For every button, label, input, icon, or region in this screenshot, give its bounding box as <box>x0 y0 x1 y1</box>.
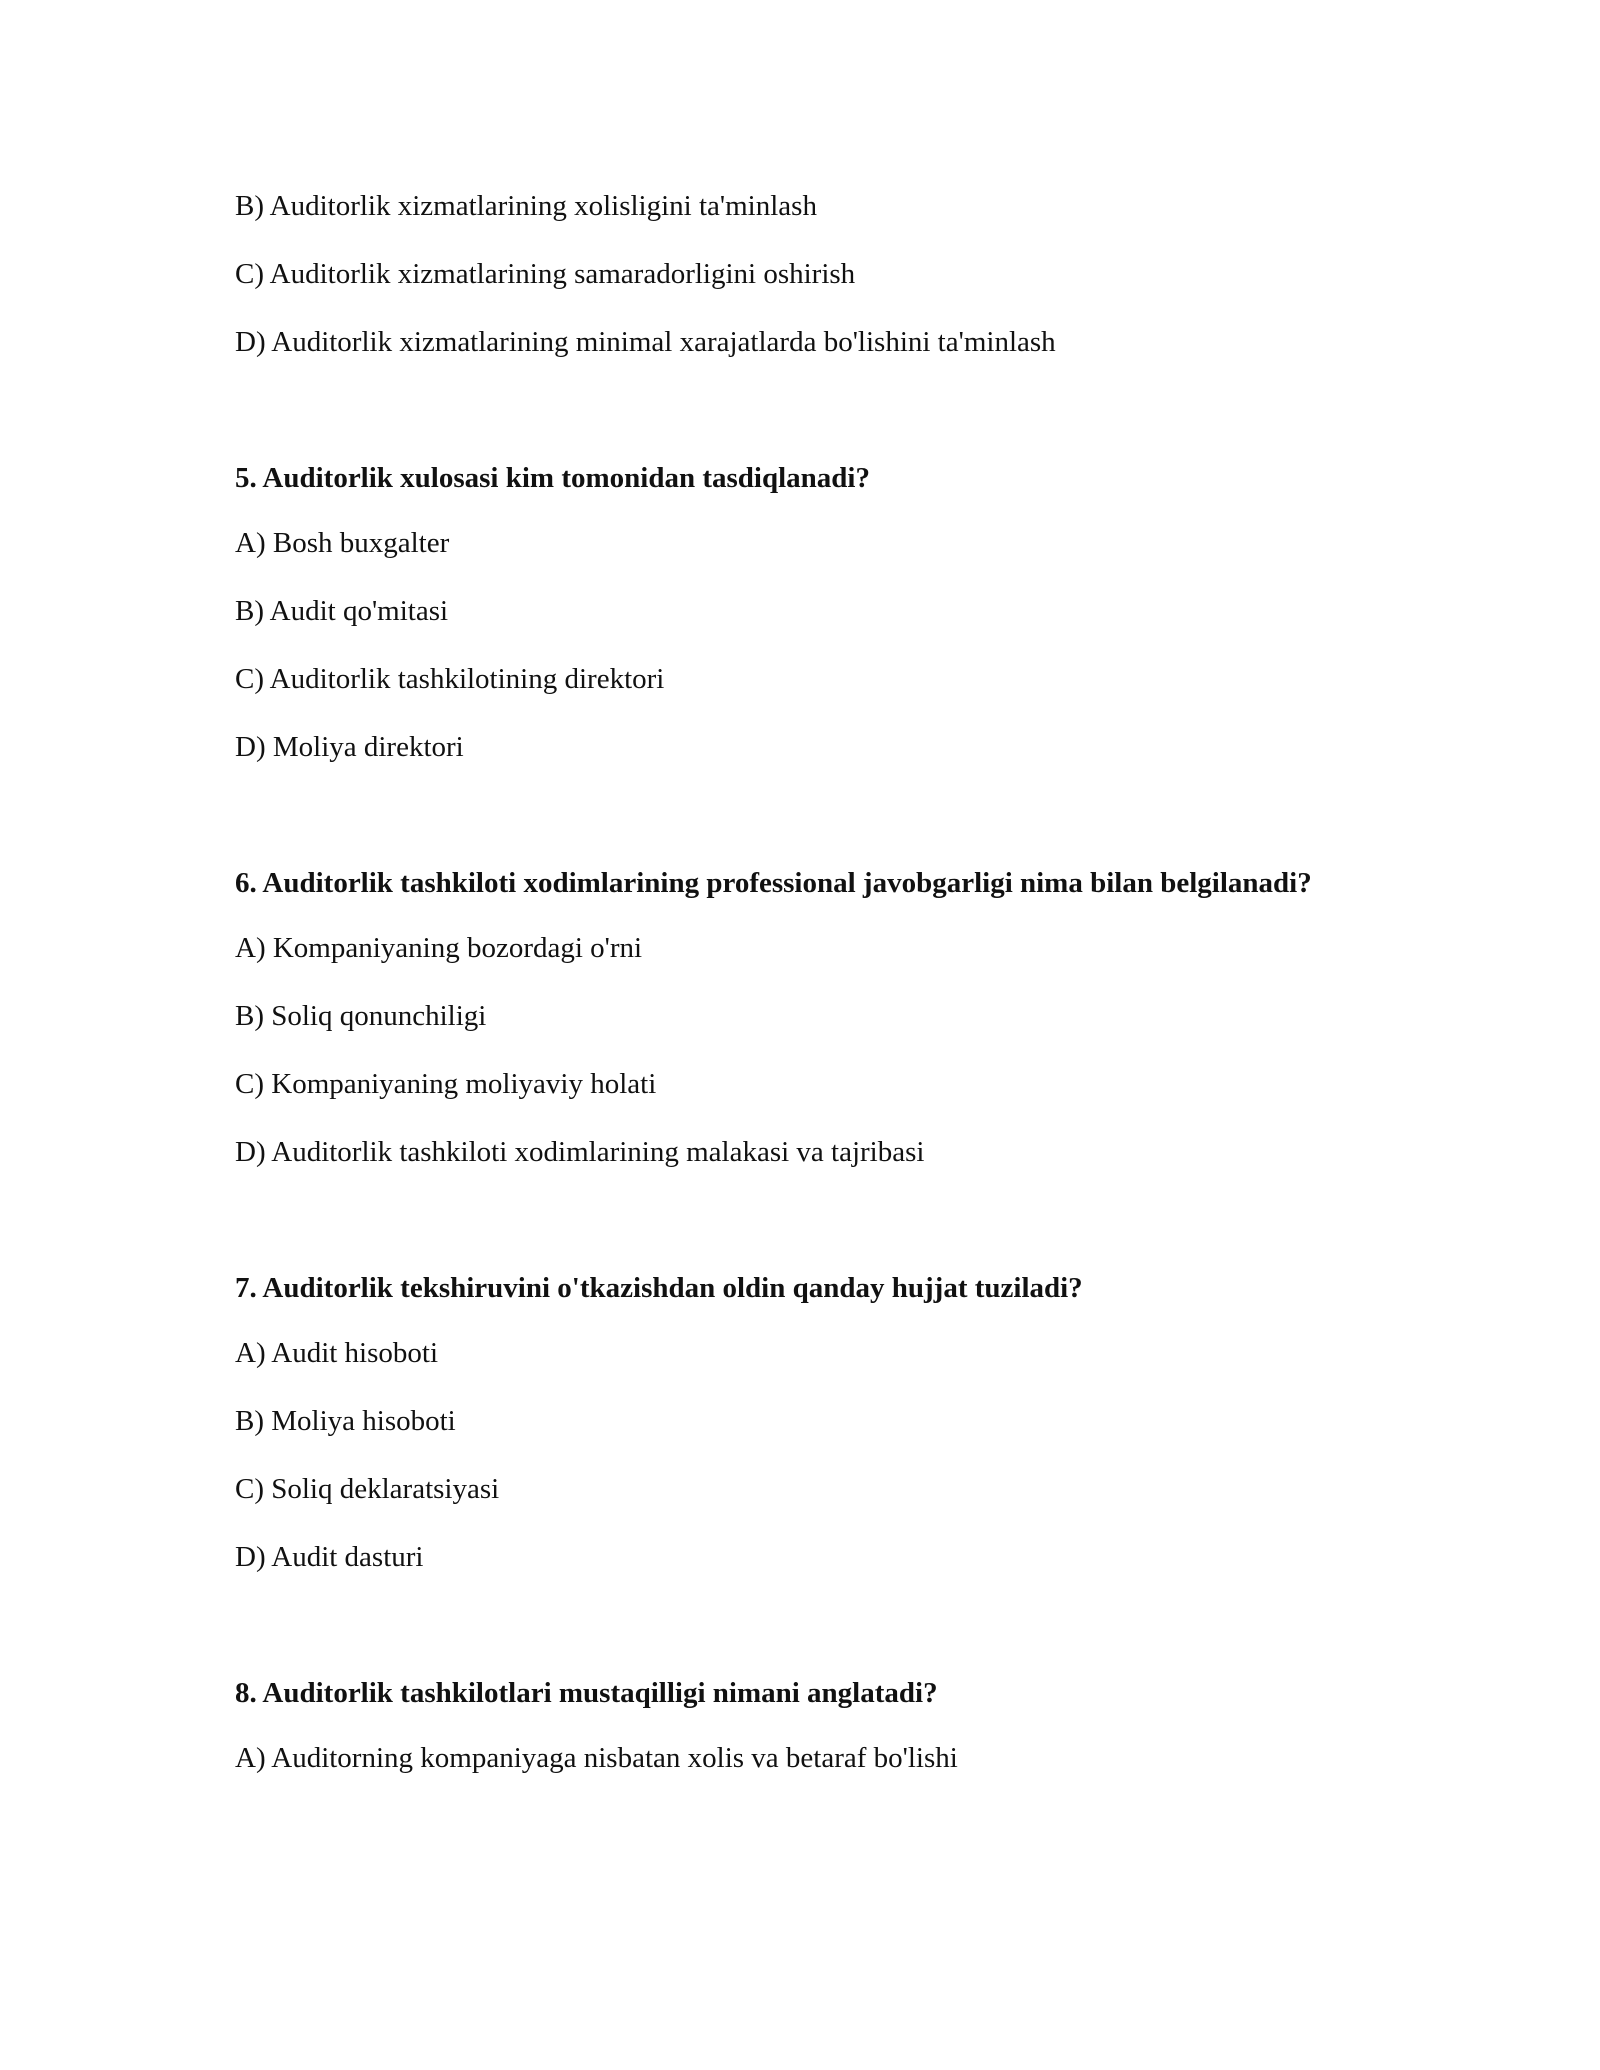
option-item: B) Audit qo'mitasi <box>235 595 449 627</box>
option-item: D) Auditorlik xizmatlarining minimal xarajatlarda bo'lishini ta'minlash <box>235 326 1056 358</box>
option-item: D) Audit dasturi <box>235 1541 424 1573</box>
option-item: A) Kompaniyaning bozordagi o'rni <box>235 932 643 964</box>
question-text: 5. Auditorlik xulosasi kim tomonidan tasdiqlanadi? <box>235 462 870 494</box>
question-block-7 <box>235 1268 1365 1577</box>
option-item: B) Soliq qonunchiligi <box>235 1000 487 1032</box>
question-text: 6. Auditorlik tashkiloti xodimlarining professional javobgarligi nima bilan belgilanadi? <box>235 867 1312 899</box>
option-item: A) Bosh buxgalter <box>235 527 450 559</box>
question-text: 7. Auditorlik tekshiruvini o'tkazishdan oldin qanday hujjat tuziladi? <box>235 1272 1083 1304</box>
option-item: D) Moliya direktori <box>235 731 464 763</box>
option-item: A) Auditorning kompaniyaga nisbatan xolis va betaraf bo'lishi <box>235 1742 958 1774</box>
option-item: B) Moliya hisoboti <box>235 1405 456 1437</box>
option-item: B) Auditorlik xizmatlarining xolisligini ta'minlash <box>235 190 817 222</box>
question-block-6 <box>235 863 1365 1172</box>
option-item: C) Soliq deklaratsiyasi <box>235 1473 500 1505</box>
question-block-5 <box>235 458 1365 767</box>
option-item: C) Auditorlik xizmatlarining samaradorligini oshirish <box>235 258 856 290</box>
option-item: A) Audit hisoboti <box>235 1337 439 1369</box>
leading-options <box>235 186 1365 362</box>
option-item: C) Auditorlik tashkilotining direktori <box>235 663 665 695</box>
option-item: D) Auditorlik tashkiloti xodimlarining malakasi va tajribasi <box>235 1136 925 1168</box>
question-text: 8. Auditorlik tashkilotlari mustaqilligi nimani anglatadi? <box>235 1677 938 1709</box>
quiz-content <box>235 186 1365 1806</box>
question-block-8 <box>235 1673 1365 1778</box>
option-item: C) Kompaniyaning moliyaviy holati <box>235 1068 657 1100</box>
